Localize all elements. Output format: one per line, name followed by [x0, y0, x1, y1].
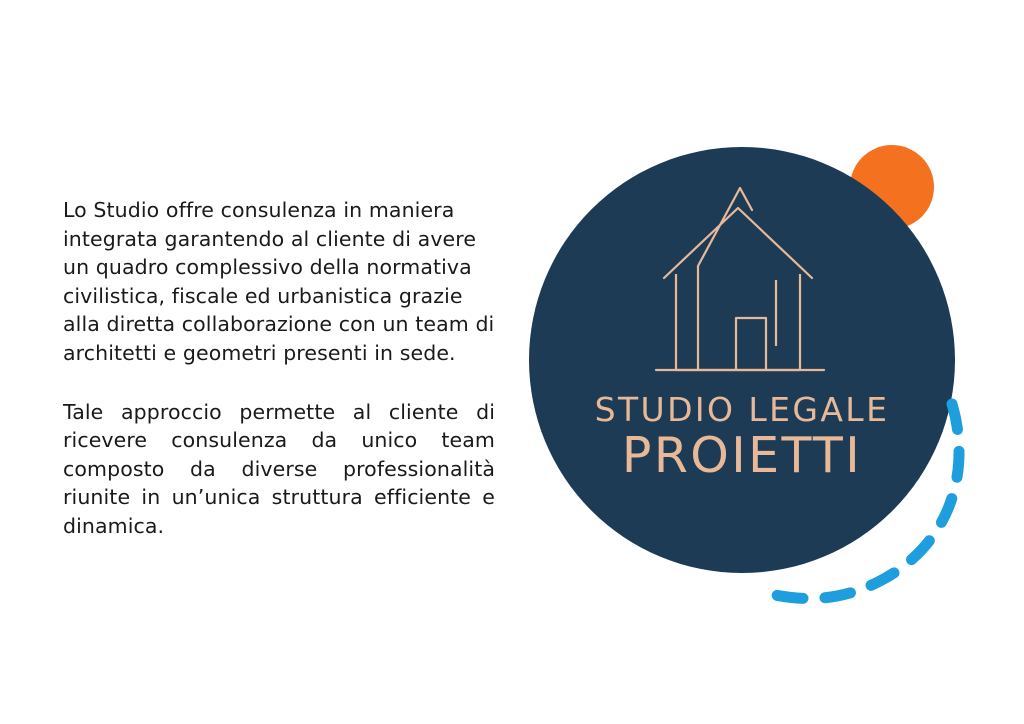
logo-composition [520, 120, 990, 620]
body-text-column [63, 196, 495, 541]
house-outline-icon [640, 170, 840, 390]
logo-title-line-1: STUDIO LEGALE [594, 390, 890, 429]
paragraph-1: Lo Studio offre consulenza in maniera integrata garantendo al cliente di avere un quadro complessivo della normativa civilistica, fiscale ed urbanistica grazie alla diretta collaborazione con un team di architetti e geometri presenti in sede. [63, 198, 495, 365]
paragraph-2: Tale approccio permette al cliente di ricevere consulenza da unico team composto da diverse professionalità riunite in un’unica struttura efficiente e dinamica. [63, 399, 495, 538]
logo-wordmark [520, 390, 964, 484]
logo-title-line-2: PROIETTI [621, 427, 863, 484]
